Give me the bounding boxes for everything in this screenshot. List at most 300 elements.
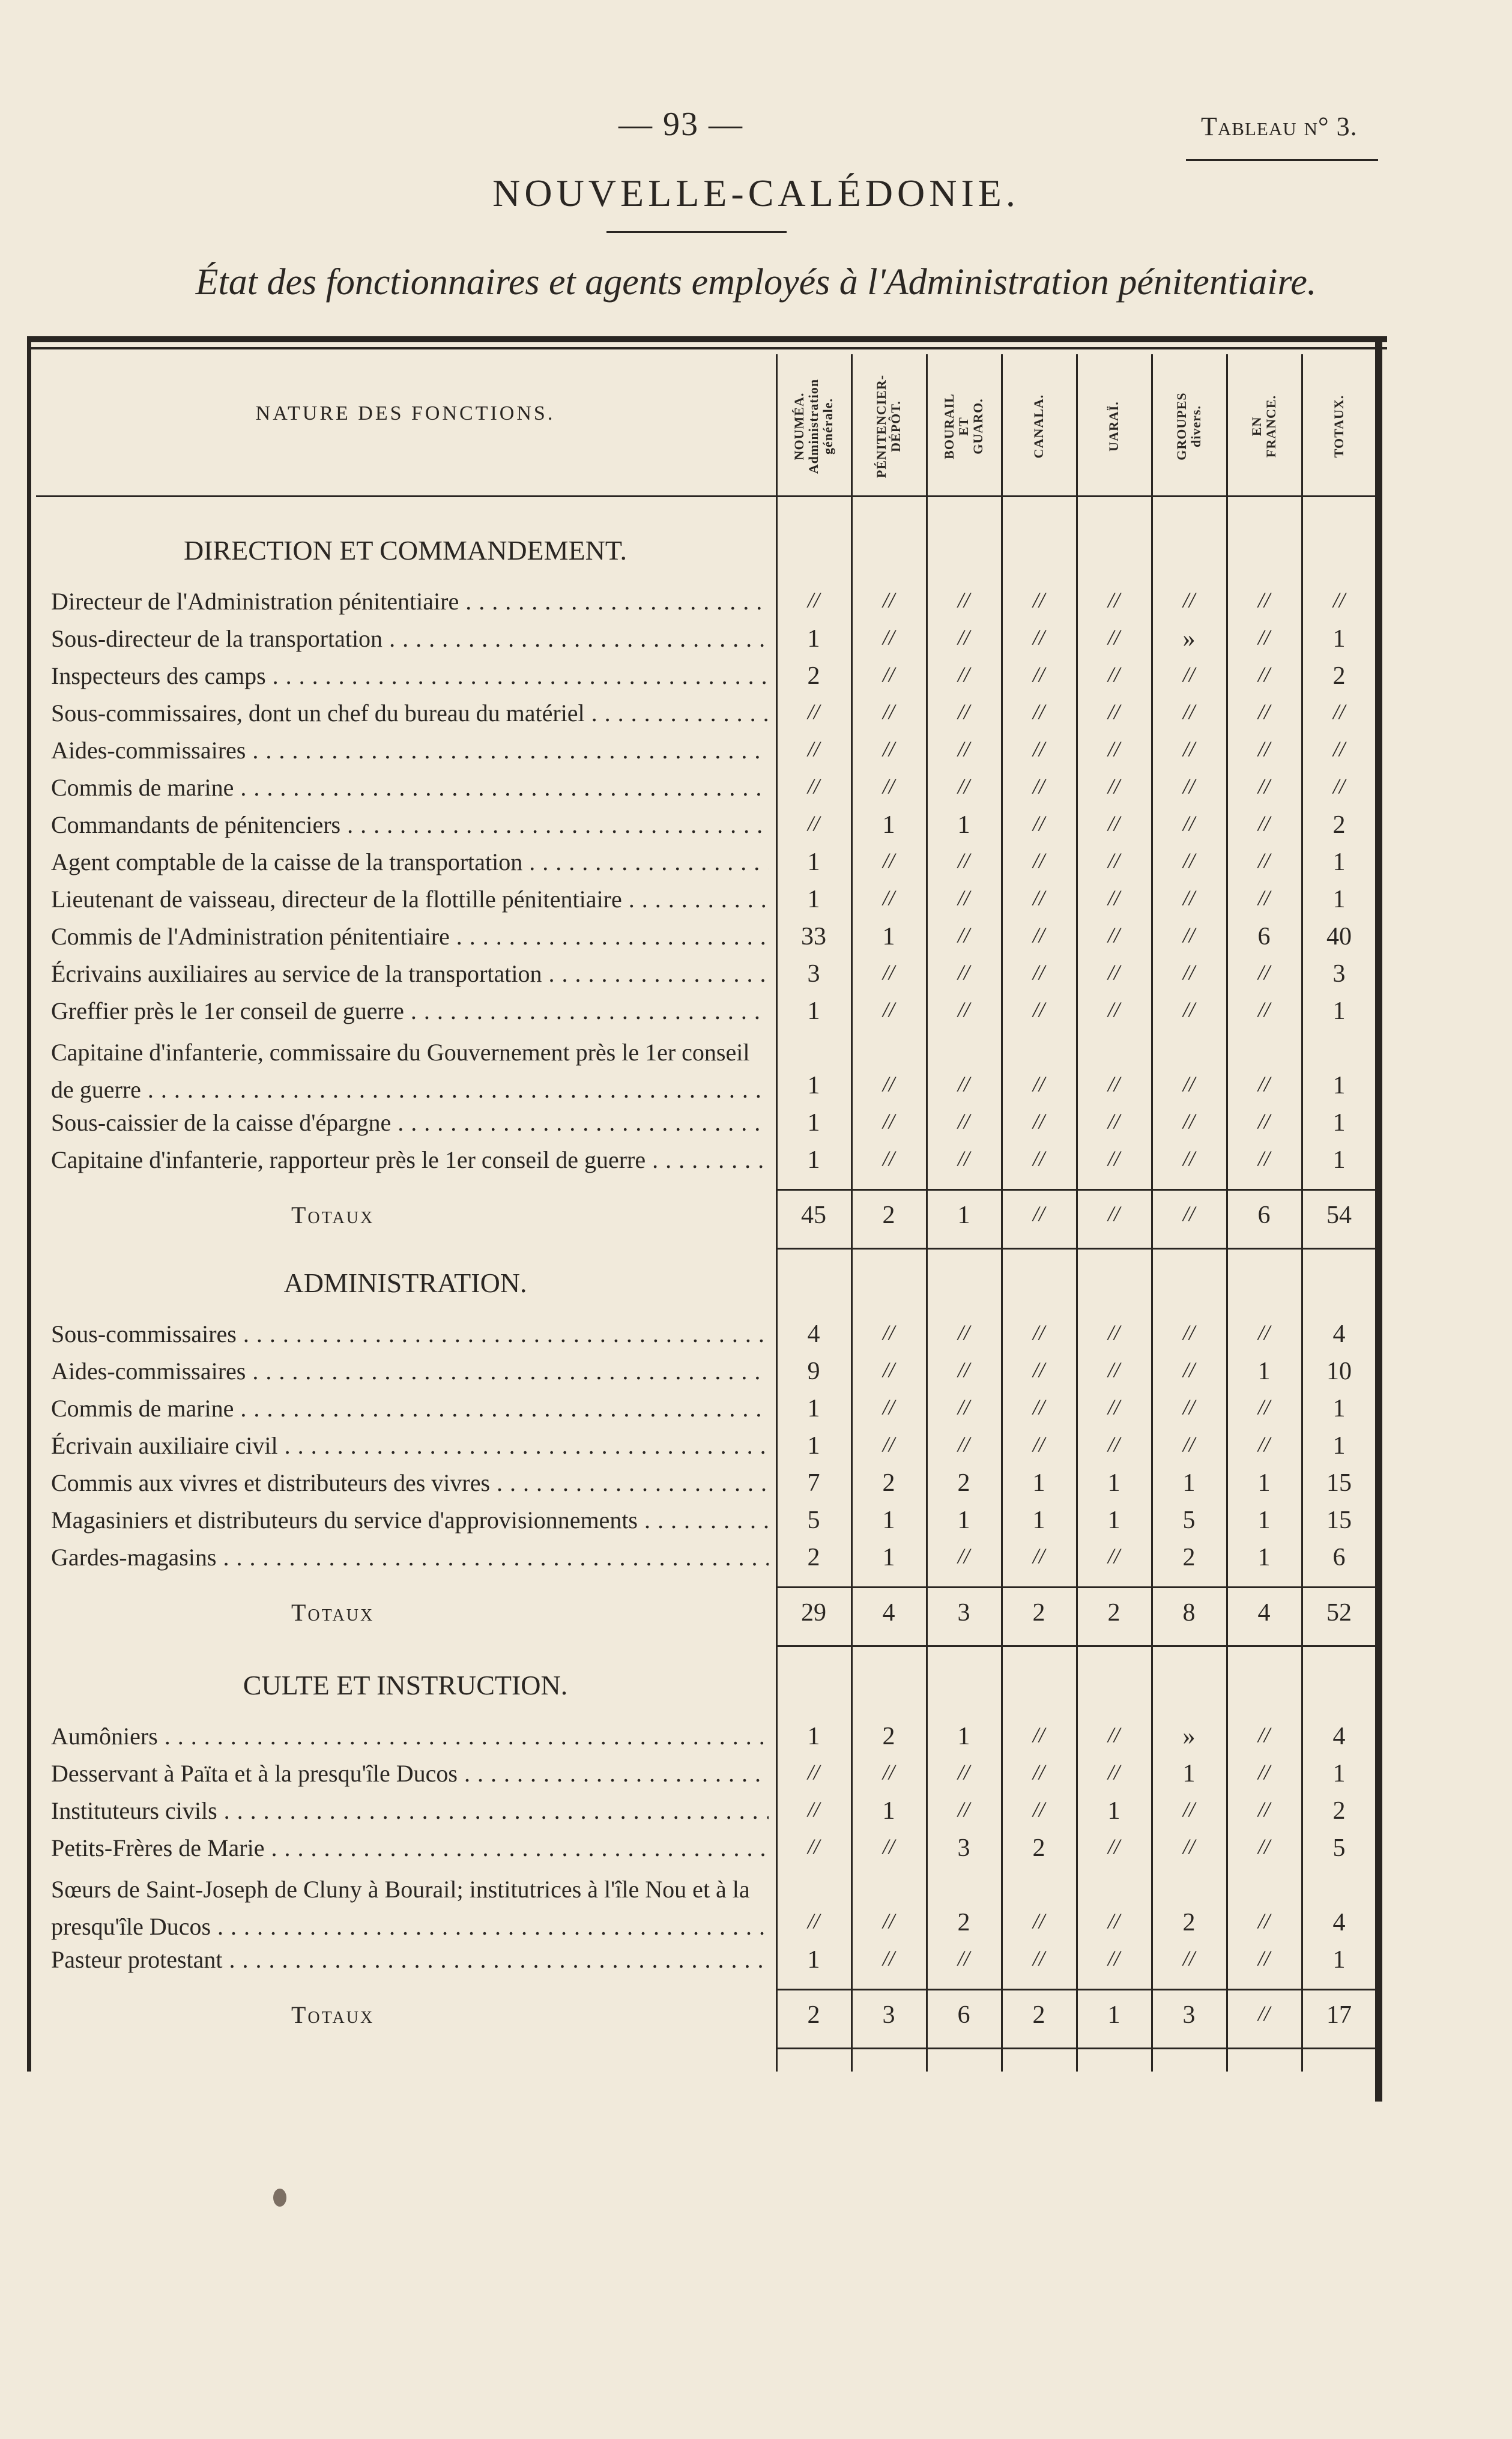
totals-value: 3 [957,1599,970,1627]
row-value: 10 [1326,1358,1352,1385]
totals-value: // [1182,1201,1195,1226]
totals-value: 2 [807,2001,820,2029]
totals-bottom-rule [776,1248,1376,1250]
row-value: // [957,923,970,947]
row-value: // [1032,1909,1045,1933]
row-value: // [1107,1946,1120,1970]
row-value: 1 [1332,1432,1346,1460]
row-value: // [1032,923,1045,947]
row-value: 4 [1332,1320,1346,1348]
row-value: // [1182,997,1195,1021]
row-value: // [1182,737,1195,761]
row-value: 2 [957,1469,970,1497]
row-label: Aides-commissaires . . . [51,736,769,764]
totals-value: 3 [882,2001,895,2029]
row-value: // [1182,700,1195,724]
row-value: // [957,1358,970,1382]
row-label: Écrivain auxiliaire civil . . . [51,1431,769,1460]
totals-value: 17 [1326,2001,1352,2029]
row-label: Commis de marine . . . [51,773,769,802]
row-value: // [1332,700,1345,724]
row-value: 1 [807,1395,820,1422]
row-value: // [1107,1395,1120,1419]
table-right-rule [1375,336,1382,2102]
row-label: Petits-Frères de Marie . . . [51,1834,769,1862]
row-label: Greffier près le 1er conseil de guerre . . . [51,997,769,1025]
page-number: — 93 — [618,106,743,143]
row-value: // [1032,625,1045,649]
row-label: Sœurs de Saint-Joseph de Cluny à Bourail; institutrices à l'île Nou et à la presqu'île Ducos . . . [51,1871,772,1945]
row-value: // [1257,1909,1270,1933]
row-value: // [882,588,895,612]
row-value: 15 [1326,1507,1352,1534]
row-value: // [1257,960,1270,984]
row-value: // [1257,1320,1270,1344]
row-value: // [1182,588,1195,612]
totals-value: 1 [1107,2001,1120,2029]
row-value: 1 [807,848,820,876]
row-value: // [1107,886,1120,910]
row-value: // [1032,1723,1045,1747]
row-value: // [882,1072,895,1096]
totals-value: 6 [1257,1201,1271,1229]
row-value: // [807,737,820,761]
row-value: 40 [1326,923,1352,951]
row-value: // [1257,1109,1270,1133]
row-value: // [1032,588,1045,612]
row-value: // [1032,700,1045,724]
row-value: // [1257,700,1270,724]
column-header-canala: CANALA. [1031,394,1046,459]
row-value: // [1182,811,1195,835]
row-value: // [1182,848,1195,872]
row-value: 1 [1332,848,1346,876]
row-value: 6 [1332,1544,1346,1571]
totals-top-rule [776,1989,1376,1990]
row-value: // [1182,923,1195,947]
row-value: 2 [1182,1909,1196,1936]
row-value: // [882,1834,895,1858]
row-value: // [1107,1432,1120,1456]
row-value: 1 [807,1109,820,1137]
row-value: // [1257,1395,1270,1419]
row-value: // [882,1432,895,1456]
totals-value: 52 [1326,1599,1352,1627]
row-value: // [1107,1544,1120,1568]
row-value: 5 [807,1507,820,1534]
row-label: Directeur de l'Administration pénitentiaire . . . [51,587,769,615]
row-label: Gardes-magasins . . . [51,1543,769,1571]
row-value: 1 [1182,1469,1196,1497]
row-value: 4 [1332,1909,1346,1936]
column-header-groupes-divers: GROUPES divers. [1174,392,1203,461]
row-value: 1 [957,1507,970,1534]
row-value: // [1032,848,1045,872]
row-value: 1 [1257,1544,1271,1571]
row-value: 1 [1257,1507,1271,1534]
row-value: // [1332,737,1345,761]
row-value: // [1032,1544,1045,1568]
row-value: // [1032,1395,1045,1419]
row-value: // [1107,1358,1120,1382]
table-top-rule-thin [27,347,1387,349]
row-value: // [882,1760,895,1784]
row-value: 2 [807,662,820,690]
row-value: // [1182,1432,1195,1456]
row-value: // [882,1395,895,1419]
row-value: // [1107,1320,1120,1344]
row-value: 2 [957,1909,970,1936]
row-value: // [882,1358,895,1382]
row-value: // [882,1909,895,1933]
row-label: Desservant à Païta et à la presqu'île Ducos . . . [51,1759,769,1788]
row-value: // [1257,1432,1270,1456]
row-value: 1 [1332,1146,1346,1174]
totals-bottom-rule [776,1645,1376,1647]
totals-bottom-rule [776,2048,1376,2049]
row-value: 2 [1332,662,1346,690]
row-label: Sous-commissaires, dont un chef du bureau du matériel . . . [51,699,769,727]
row-value: // [807,1909,820,1933]
row-value: 33 [801,923,826,951]
row-value: 9 [807,1358,820,1385]
totals-value: 2 [1107,1599,1120,1627]
row-value: 2 [882,1723,895,1750]
row-value: 5 [1332,1834,1346,1862]
row-value: // [957,1432,970,1456]
row-value: // [1032,960,1045,984]
section-title: ADMINISTRATION. [283,1268,527,1298]
row-value: // [882,662,895,686]
totals-value: // [1257,2001,1270,2025]
row-value: // [1032,1760,1045,1784]
row-value: 1 [1332,1109,1346,1137]
totals-label: Totaux [291,1599,375,1626]
row-value: // [1257,588,1270,612]
section-title: CULTE ET INSTRUCTION. [243,1670,568,1700]
row-label: Commis de l'Administration pénitentiaire . . . [51,922,769,951]
row-value: // [1257,625,1270,649]
row-value: // [1257,997,1270,1021]
row-value: // [1107,848,1120,872]
row-value: // [1107,700,1120,724]
row-value: 1 [1332,1072,1346,1099]
row-value: 1 [807,1723,820,1750]
row-label: Sous-caissier de la caisse d'épargne . . . [51,1108,769,1137]
row-value: // [882,774,895,798]
totals-value: 2 [1032,2001,1045,2029]
tableau-number: Tableau n° 3. [1201,112,1358,141]
row-value: // [1107,1723,1120,1747]
row-value: 1 [882,1544,895,1571]
row-value: // [1182,1797,1195,1821]
row-value: 3 [1332,960,1346,988]
row-value: 1 [1332,1760,1346,1788]
totals-top-rule [776,1189,1376,1191]
table-top-rule [27,336,1387,342]
row-value: // [882,886,895,910]
row-value: 1 [882,923,895,951]
row-value: // [1107,1109,1120,1133]
row-value: // [1182,1109,1195,1133]
row-value: 1 [1032,1507,1045,1534]
row-value: // [1107,1072,1120,1096]
row-label: Sous-directeur de la transportation . . . [51,624,769,653]
totals-value: 1 [957,1201,970,1229]
row-label: Agent comptable de la caisse de la transportation . . . [51,848,769,876]
row-value: // [1107,960,1120,984]
row-value: 1 [882,811,895,839]
row-value: 1 [1182,1760,1196,1788]
column-header-en-france: EN FRANCE. [1249,394,1278,458]
row-label: Commis de marine . . . [51,1394,769,1422]
row-value: // [957,1146,970,1170]
row-value: // [1257,1072,1270,1096]
row-value: 1 [957,1723,970,1750]
row-value: » [1182,1723,1196,1750]
row-value: 2 [1332,1797,1346,1825]
row-value: // [1182,1358,1195,1382]
row-value: // [882,1946,895,1970]
row-value: 1 [807,1146,820,1174]
row-value: 1 [807,625,820,653]
row-value: // [1107,1909,1120,1933]
row-value: // [1182,960,1195,984]
row-value: // [1257,1760,1270,1784]
row-value: // [1257,848,1270,872]
row-value: // [1257,737,1270,761]
totals-value: 29 [801,1599,826,1627]
row-value: // [957,997,970,1021]
title-rule [606,231,787,233]
row-value: // [1032,1946,1045,1970]
row-value: // [1182,1072,1195,1096]
row-value: » [1182,625,1196,653]
row-value: // [1032,811,1045,835]
row-label: Commandants de pénitenciers . . . [51,811,769,839]
row-value: // [807,1797,820,1821]
row-value: 2 [882,1469,895,1497]
row-value: // [957,662,970,686]
row-value: 15 [1326,1469,1352,1497]
table-left-rule [27,336,31,2072]
row-value: // [957,700,970,724]
row-value: 2 [1182,1544,1196,1571]
row-value: // [1032,1320,1045,1344]
row-value: // [1182,1834,1195,1858]
row-value: 1 [807,1432,820,1460]
row-value: // [1257,1146,1270,1170]
row-value: // [1032,662,1045,686]
row-label: Instituteurs civils . . . [51,1797,769,1825]
row-value: 1 [1107,1507,1120,1534]
row-value: // [1107,997,1120,1021]
row-value: // [1182,1320,1195,1344]
header-bottom-rule [36,495,1375,497]
row-value: // [1182,1146,1195,1170]
tableau-underline [1186,159,1378,161]
row-value: 4 [807,1320,820,1348]
row-value: // [957,1072,970,1096]
row-value: // [1032,1146,1045,1170]
row-value: 1 [1332,1946,1346,1974]
row-value: 1 [1032,1469,1045,1497]
row-value: // [957,1946,970,1970]
row-value: // [1182,662,1195,686]
row-value: // [1032,1072,1045,1096]
column-header-bourail-guaro: BOURAIL ET GUARO. [942,393,985,459]
row-value: // [1182,1946,1195,1970]
row-value: // [957,848,970,872]
row-value: // [807,1760,820,1784]
row-value: // [1107,1834,1120,1858]
totals-top-rule [776,1586,1376,1588]
row-value: 1 [1107,1469,1120,1497]
row-value: 2 [1332,811,1346,839]
row-value: // [957,774,970,798]
row-value: // [1332,588,1345,612]
row-label: Lieutenant de vaisseau, directeur de la flottille pénitentiaire . . . [51,885,769,913]
row-value: // [1257,1797,1270,1821]
row-value: // [1182,886,1195,910]
row-value: // [1032,1358,1045,1382]
row-value: // [1107,774,1120,798]
row-value: 1 [957,811,970,839]
row-label: Écrivains auxiliaires au service de la transportation . . . [51,960,769,988]
row-value: // [1182,1395,1195,1419]
totals-value: 8 [1182,1599,1196,1627]
row-value: // [1107,737,1120,761]
row-value: 1 [807,1072,820,1099]
row-value: 4 [1332,1723,1346,1750]
row-value: // [957,1320,970,1344]
row-value: 1 [807,886,820,913]
row-value: // [882,997,895,1021]
totals-value: 6 [957,2001,970,2029]
row-value: // [957,1760,970,1784]
row-value: // [807,588,820,612]
row-value: // [1107,625,1120,649]
row-value: // [1032,737,1045,761]
row-value: // [1032,1109,1045,1133]
totals-label: Totaux [291,1201,375,1229]
row-label: Capitaine d'infanterie, commissaire du Gouvernement près le 1er conseil de guerre . . . [51,1034,772,1108]
row-value: 1 [807,997,820,1025]
row-value: 1 [1332,1395,1346,1422]
totals-value: 3 [1182,2001,1196,2029]
row-value: // [1107,811,1120,835]
row-label: Capitaine d'infanterie, rapporteur près le 1er conseil de guerre . . . [51,1146,769,1174]
row-value: // [1107,662,1120,686]
totals-value: 2 [882,1201,895,1229]
row-value: // [1257,1723,1270,1747]
row-value: // [957,737,970,761]
row-value: 6 [1257,923,1271,951]
row-value: // [1257,1946,1270,1970]
row-value: 1 [1332,625,1346,653]
row-value: 3 [807,960,820,988]
row-value: 1 [882,1797,895,1825]
totals-label: Totaux [291,2001,375,2028]
row-value: // [957,960,970,984]
column-header-uarai: UARAÏ. [1106,401,1121,452]
row-value: // [882,848,895,872]
row-value: // [957,625,970,649]
totals-value: 4 [1257,1599,1271,1627]
row-value: // [807,700,820,724]
row-value: // [957,886,970,910]
row-value: // [1257,774,1270,798]
row-label: Commis aux vivres et distributeurs des vivres . . . [51,1469,769,1497]
column-header-penitencier-depot: PÉNITENCIER- DÉPÔT. [874,374,904,479]
row-value: // [882,737,895,761]
row-value: // [882,1146,895,1170]
page-subtitle: État des fonctionnaires et agents employés à l'Administration pénitentiaire. [195,262,1317,303]
page-title: NOUVELLE-CALÉDONIE. [492,172,1020,214]
row-value: // [882,1320,895,1344]
totals-value: 2 [1032,1599,1045,1627]
row-value: // [1032,1432,1045,1456]
row-value: // [1107,923,1120,947]
row-value: // [957,1109,970,1133]
row-value: 1 [1332,886,1346,913]
row-label: Aides-commissaires . . . [51,1357,769,1385]
row-value: // [1107,1760,1120,1784]
row-value: 5 [1182,1507,1196,1534]
row-label: Sous-commissaires . . . [51,1320,769,1348]
row-value: 2 [1032,1834,1045,1862]
row-value: 1 [1107,1797,1120,1825]
row-value: 1 [807,1946,820,1974]
ink-spot [273,2189,286,2207]
totals-value: 54 [1326,1201,1352,1229]
row-value: // [957,1395,970,1419]
row-label: Magasiniers et distributeurs du service d'approvisionnements . . . [51,1506,769,1534]
row-value: // [1257,886,1270,910]
row-value: // [1107,1146,1120,1170]
row-value: // [882,1109,895,1133]
row-value: // [1032,997,1045,1021]
row-value: // [957,1544,970,1568]
section-title: DIRECTION ET COMMANDEMENT. [183,535,627,566]
row-value: // [882,700,895,724]
row-value: // [807,811,820,835]
row-value: // [882,960,895,984]
row-value: 3 [957,1834,970,1862]
row-value: // [1032,774,1045,798]
row-value: 1 [882,1507,895,1534]
row-value: 1 [1257,1469,1271,1497]
row-value: // [1032,886,1045,910]
row-label: Inspecteurs des camps . . . [51,662,769,690]
column-header-totaux: TOTAUX. [1331,394,1346,458]
row-value: 1 [1332,997,1346,1025]
totals-value: 45 [801,1201,826,1229]
row-value: // [957,1797,970,1821]
row-value: 7 [807,1469,820,1497]
row-value: // [1257,811,1270,835]
row-value: // [1182,774,1195,798]
column-header-nature: NATURE DES FONCTIONS. [255,402,555,425]
row-value: // [1257,1834,1270,1858]
row-value: // [882,625,895,649]
totals-value: 4 [882,1599,895,1627]
column-header-noumea: NOUMÉA. Administration générale. [791,378,835,474]
row-label: Aumôniers . . . [51,1722,769,1750]
row-label: Pasteur protestant . . . [51,1945,769,1974]
row-value: // [1257,662,1270,686]
row-value: 2 [807,1544,820,1571]
